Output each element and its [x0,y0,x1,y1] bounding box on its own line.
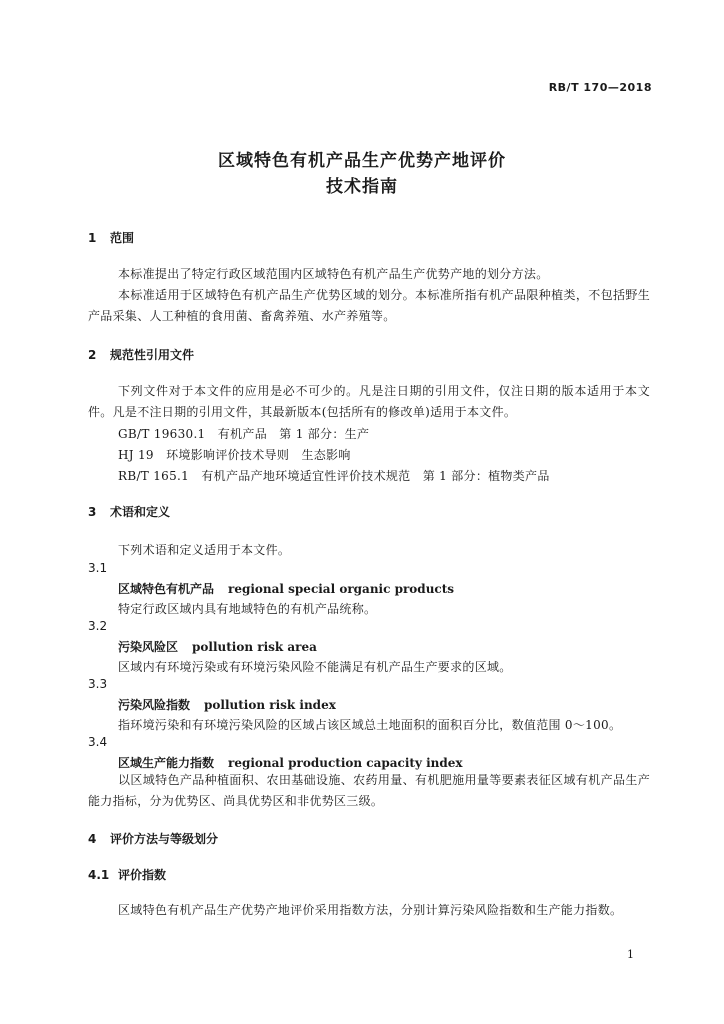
term-heading [118,638,317,655]
section-4-1-number: 4.1 [88,868,110,882]
term-english: pollution risk index [204,698,336,712]
section-2-heading [88,346,194,363]
term-heading [118,754,463,771]
reference-item: RB/T 165.1 有机产品产地环境适宜性评价技术规范 第 1 部分：植物类产品 [118,469,550,483]
section-1-title: 范围 [110,231,135,245]
term-heading [118,580,454,597]
section-2-paragraph-1: 下列文件对于本文件的应用是必不可少的。凡是注日期的引用文件，仅注日期的版本适用于本文件。凡是不注日期的引用文件，其最新版本(包括所有的修改单)适用于本文件。 [88,384,650,419]
reference-item: GB/T 19630.1 有机产品 第 1 部分：生产 [118,427,370,441]
term-heading [118,696,336,713]
page-number: 1 [627,948,634,961]
section-4-1-heading [88,866,166,883]
section-1-paragraph-1: 本标准提出了特定行政区域范围内区域特色有机产品生产优势产地的划分方法。 [118,267,549,281]
section-4-number: 4 [88,832,97,846]
term-definition: 区域内有环境污染或有环境污染风险不能满足有机产品生产要求的区域。 [118,660,512,674]
section-1-number: 1 [88,231,97,245]
term-english: regional special organic products [228,582,455,596]
term-number: 3.4 [88,735,108,749]
term-chinese: 区域特色有机产品 [118,582,215,596]
term-chinese: 污染风险区 [118,640,179,654]
term-definition: 以区域特色产品种植面积、农田基础设施、农药用量、有机肥施用量等要素表征区域有机产品生产能力指标，分为优势区、尚具优势区和非优势区三级。 [88,773,650,808]
term-english: regional production capacity index [228,756,463,770]
section-1-heading [88,229,134,246]
document-title-line1: 区域特色有机产品生产优势产地评价 [218,151,506,171]
section-3-title: 术语和定义 [110,505,171,519]
section-2-title: 规范性引用文件 [110,348,195,362]
section-2-number: 2 [88,348,97,362]
section-4-1-paragraph-1: 区域特色有机产品生产优势产地评价采用指数方法，分别计算污染风险指数和生产能力指数。 [118,903,623,917]
section-3-heading [88,503,170,520]
document-title-line2: 技术指南 [326,177,398,197]
section-3-intro: 下列术语和定义适用于本文件。 [118,543,291,557]
section-1-paragraph-2: 本标准适用于区域特色有机产品生产优势区域的划分。本标准所指有机产品限种植类，不包括野生产品采集、人工种植的食用菌、畜禽养殖、水产养殖等。 [88,288,650,323]
section-4-heading [88,830,218,847]
term-chinese: 区域生产能力指数 [118,756,215,770]
term-definition: 指环境污染和有环境污染风险的区域占该区域总土地面积的面积百分比，数值范围 0～100。 [118,718,622,732]
reference-item: HJ 19 环境影响评价技术导则 生态影响 [118,448,351,462]
term-english: pollution risk area [192,640,317,654]
section-4-1-title: 评价指数 [118,868,167,882]
section-4-title: 评价方法与等级划分 [110,832,219,846]
term-definition: 特定行政区域内具有地域特色的有机产品统称。 [118,602,377,616]
standard-code: RB/T 170—2018 [548,81,652,94]
term-number: 3.1 [88,561,108,575]
term-number: 3.3 [88,677,108,691]
term-chinese: 污染风险指数 [118,698,191,712]
term-number: 3.2 [88,619,108,633]
section-3-number: 3 [88,505,97,519]
